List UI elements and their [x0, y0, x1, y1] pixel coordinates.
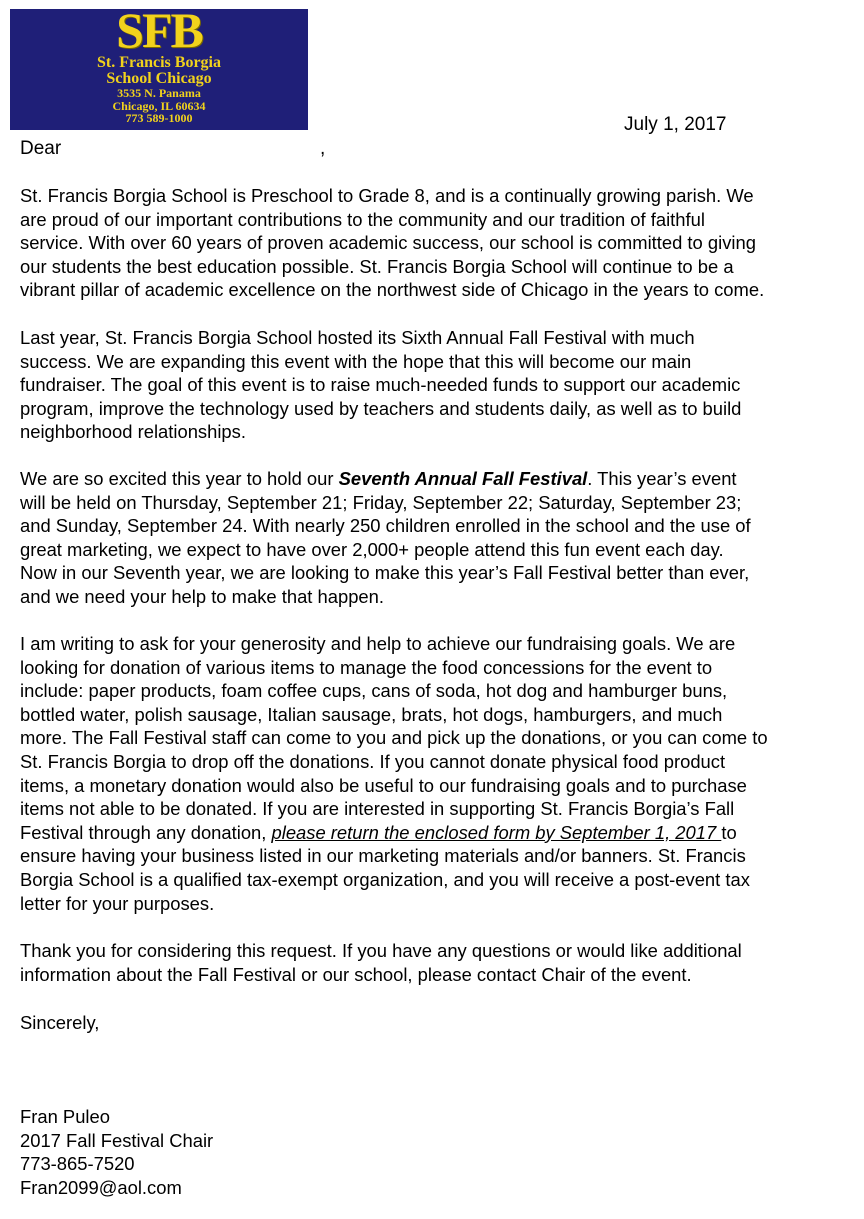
paragraph-line: bottled water, polish sausage, Italian sausage, brats, hot dogs, hamburgers, and much — [20, 703, 723, 725]
paragraph-donation-request — [20, 632, 864, 915]
text-run: Festival through any donation, — [20, 821, 272, 843]
logo-phone: 773 589-1000 — [125, 111, 193, 125]
paragraph-line: success. We are expanding this event with the hope that this will become our main — [20, 350, 692, 372]
paragraph-last-year — [20, 326, 864, 444]
signer-name: Fran Puleo — [20, 1106, 110, 1127]
paragraph-festival-dates — [20, 467, 864, 609]
paragraph-line: Now in our Seventh year, we are looking to make this year’s Fall Festival better than ever, — [20, 562, 750, 584]
paragraph-line — [20, 467, 864, 491]
logo-city: Chicago, IL 60634 — [112, 98, 206, 113]
logo-name-line2: School Chicago — [106, 70, 212, 87]
paragraph-line: neighborhood relationships. — [20, 421, 246, 443]
paragraph-line: I am writing to ask for your generosity and help to achieve our fundraising goals. We are — [20, 633, 736, 654]
signer-title: 2017 Fall Festival Chair — [20, 1129, 214, 1151]
signer-email: Fran2099@aol.com — [20, 1176, 182, 1198]
text-run: . This year’s event — [587, 468, 737, 489]
paragraph-line: ensure having your business listed in our marketing materials and/or banners. St. Francis — [20, 845, 746, 867]
paragraph-line: and Sunday, September 24. With nearly 250 children enrolled in the school and the use of — [20, 515, 751, 537]
paragraph-line: more. The Fall Festival staff can come to you and pick up the donations, or you can come to — [20, 727, 768, 749]
paragraph-line: items not able to be donated. If you are interested in supporting St. Francis Borgia’s Fall — [20, 798, 735, 820]
school-logo — [10, 9, 308, 130]
logo-address: 3535 N. Panama — [117, 86, 201, 100]
paragraph-line: information about the Fall Festival or our school, please contact Chair of the event. — [20, 963, 692, 985]
return-form-deadline: please return the enclosed form by September 1, 2017 — [271, 821, 722, 843]
paragraph-line: our students the best education possible. St. Francis Borgia School will continue to be a — [20, 255, 734, 277]
signature-block — [20, 1105, 213, 1199]
paragraph-line: vibrant pillar of academic excellence on the northwest side of Chicago in the years to come. — [20, 279, 765, 301]
paragraph-line: program, improve the technology used by teachers and students daily, as well as to build — [20, 397, 742, 419]
festival-name-emphasis: Seventh Annual Fall Festival — [338, 468, 588, 489]
paragraph-line: St. Francis Borgia School is Preschool to Grade 8, and is a continually growing parish. We — [20, 185, 754, 206]
paragraph-line: service. With over 60 years of proven academic success, our school is committed to giving — [20, 232, 756, 254]
paragraph-line: great marketing, we expect to have over 2,000+ people attend this fun event each day. — [20, 538, 724, 560]
paragraph-line: St. Francis Borgia to drop off the donations. If you cannot donate physical food product — [20, 750, 726, 772]
closing: Sincerely, — [20, 1012, 100, 1033]
text-run: to — [721, 821, 737, 843]
paragraph-line: Last year, St. Francis Borgia School hosted its Sixth Annual Fall Festival with much — [20, 327, 695, 348]
logo-name-line1: St. Francis Borgia — [97, 54, 221, 71]
salutation: Dear — [20, 138, 62, 159]
salutation-comma: , — [320, 138, 326, 159]
paragraph-line — [20, 821, 864, 845]
paragraph-line: letter for your purposes. — [20, 892, 215, 914]
letter-date: July 1, 2017 — [624, 114, 727, 135]
paragraph-line: Borgia School is a qualified tax-exempt organization, and you will receive a post-event tax — [20, 868, 750, 890]
logo-monogram: SFB — [116, 9, 202, 58]
paragraph-line: looking for donation of various items to manage the food concessions for the event to — [20, 656, 713, 678]
paragraph-line: Thank you for considering this request. If you have any questions or would like additional — [20, 940, 742, 961]
paragraph-line: fundraiser. The goal of this event is to raise much-needed funds to support our academic — [20, 374, 741, 396]
signer-phone: 773-865-7520 — [20, 1153, 135, 1175]
paragraph-line: include: paper products, foam coffee cups, cans of soda, hot dog and hamburger buns, — [20, 680, 728, 702]
paragraph-thank-you — [20, 939, 864, 986]
paragraph-line: items, a monetary donation would also be useful to our fundraising goals and to purchase — [20, 774, 747, 796]
paragraph-intro — [20, 184, 864, 302]
text-run: We are so excited this year to hold our — [20, 468, 339, 489]
paragraph-line: will be held on Thursday, September 21; Friday, September 22; Saturday, September 23; — [20, 491, 742, 513]
paragraph-line: and we need your help to make that happen. — [20, 585, 384, 607]
paragraph-line: are proud of our important contributions to the community and our tradition of faithful — [20, 208, 705, 230]
